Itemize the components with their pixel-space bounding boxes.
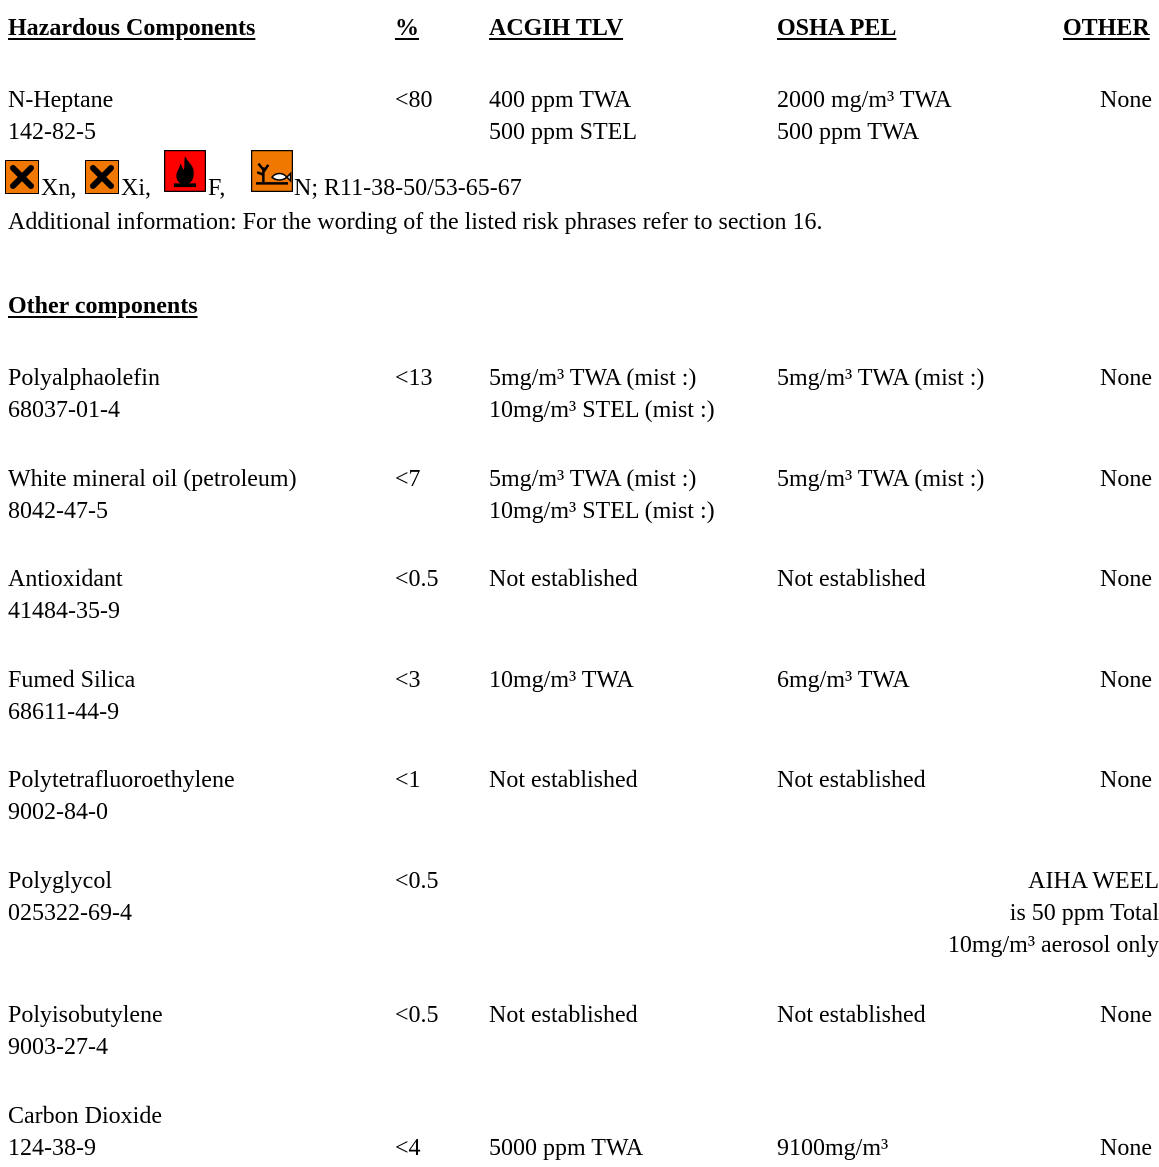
component-name: Polyisobutylene: [8, 1002, 163, 1028]
component-percent: <0.5: [395, 1002, 439, 1028]
component-tlv-2: 10mg/m³ STEL (mist :): [489, 397, 715, 423]
hazardous-other: None: [1100, 87, 1152, 113]
component-cas: 68611-44-9: [8, 699, 120, 725]
header-osha-pel: OSHA PEL: [777, 15, 897, 41]
component-cas: 9002-84-0: [8, 799, 108, 825]
component-percent: <1: [395, 767, 421, 793]
component-tlv-1: Not established: [489, 767, 638, 793]
other-components-heading: Other components: [8, 293, 198, 319]
component-other: None: [1100, 466, 1152, 492]
component-other: None: [1100, 1135, 1152, 1161]
component-cas: 124-38-9: [8, 1135, 96, 1161]
component-cas: 68037-01-4: [8, 397, 120, 423]
hazardous-pel-2: 500 ppm TWA: [777, 119, 920, 145]
header-percent: %: [395, 15, 419, 41]
component-name: Polytetrafluoroethylene: [8, 767, 235, 793]
component-pel: 5mg/m³ TWA (mist :): [777, 365, 985, 391]
header-acgih-tlv: ACGIH TLV: [489, 15, 624, 41]
additional-info: Additional information: For the wording of the listed risk phrases refer to section 16.: [8, 209, 823, 235]
component-name: Polyglycol: [8, 868, 113, 894]
component-tlv-1: 10mg/m³ TWA: [489, 667, 634, 693]
hazardous-percent: <80: [395, 87, 433, 113]
component-name: Fumed Silica: [8, 667, 136, 693]
component-tlv-1: Not established: [489, 1002, 638, 1028]
component-percent: <4: [395, 1135, 421, 1161]
symbol-label-xi: Xi,: [121, 175, 151, 201]
component-percent: <7: [395, 466, 421, 492]
component-pel: Not established: [777, 767, 926, 793]
component-other: None: [1100, 566, 1152, 592]
component-name: Polyalphaolefin: [8, 365, 160, 391]
hazardous-cas: 142-82-5: [8, 119, 96, 145]
component-cas: 41484-35-9: [8, 598, 120, 624]
component-other: None: [1100, 365, 1152, 391]
component-tlv-1: Not established: [489, 566, 638, 592]
component-percent: <0.5: [395, 566, 439, 592]
environment-hazard-icon: [251, 150, 293, 192]
harmful-cross-icon: [5, 160, 39, 194]
component-cas: 8042-47-5: [8, 498, 108, 524]
component-cas: 025322-69-4: [8, 900, 132, 926]
component-percent: <3: [395, 667, 421, 693]
component-cas: 9003-27-4: [8, 1034, 108, 1060]
hazardous-tlv-1: 400 ppm TWA: [489, 87, 632, 113]
symbol-label-f: F,: [208, 175, 226, 201]
component-tlv-1: 5mg/m³ TWA (mist :): [489, 365, 697, 391]
symbol-label-n-risk-phrases: N; R11-38-50/53-65-67: [294, 175, 522, 201]
component-pel: 5mg/m³ TWA (mist :): [777, 466, 985, 492]
header-components: Hazardous Components: [8, 15, 256, 41]
hazardous-tlv-2: 500 ppm STEL: [489, 119, 637, 145]
component-pel: Not established: [777, 566, 926, 592]
component-name: Antioxidant: [8, 566, 123, 592]
irritant-cross-icon: [85, 160, 119, 194]
component-name: Carbon Dioxide: [8, 1103, 162, 1129]
component-name: White mineral oil (petroleum): [8, 466, 297, 492]
flammable-flame-icon: [164, 150, 206, 192]
component-other-line-1: AIHA WEEL: [1028, 868, 1159, 894]
component-percent: <13: [395, 365, 433, 391]
component-pel: 6mg/m³ TWA: [777, 667, 910, 693]
hazardous-pel-1: 2000 mg/m³ TWA: [777, 87, 952, 113]
component-other: None: [1100, 667, 1152, 693]
component-pel: Not established: [777, 1002, 926, 1028]
hazardous-name: N-Heptane: [8, 87, 114, 113]
component-other: None: [1100, 1002, 1152, 1028]
header-other: OTHER: [1063, 15, 1150, 41]
component-tlv-1: 5mg/m³ TWA (mist :): [489, 466, 697, 492]
component-pel: 9100mg/m³: [777, 1135, 889, 1161]
component-tlv-1: 5000 ppm TWA: [489, 1135, 644, 1161]
component-other-line-2: is 50 ppm Total: [1009, 900, 1159, 926]
component-other-line-3: 10mg/m³ aerosol only: [947, 932, 1159, 958]
component-other: None: [1100, 767, 1152, 793]
component-tlv-2: 10mg/m³ STEL (mist :): [489, 498, 715, 524]
component-percent: <0.5: [395, 868, 439, 894]
symbol-label-xn: Xn,: [41, 175, 77, 201]
